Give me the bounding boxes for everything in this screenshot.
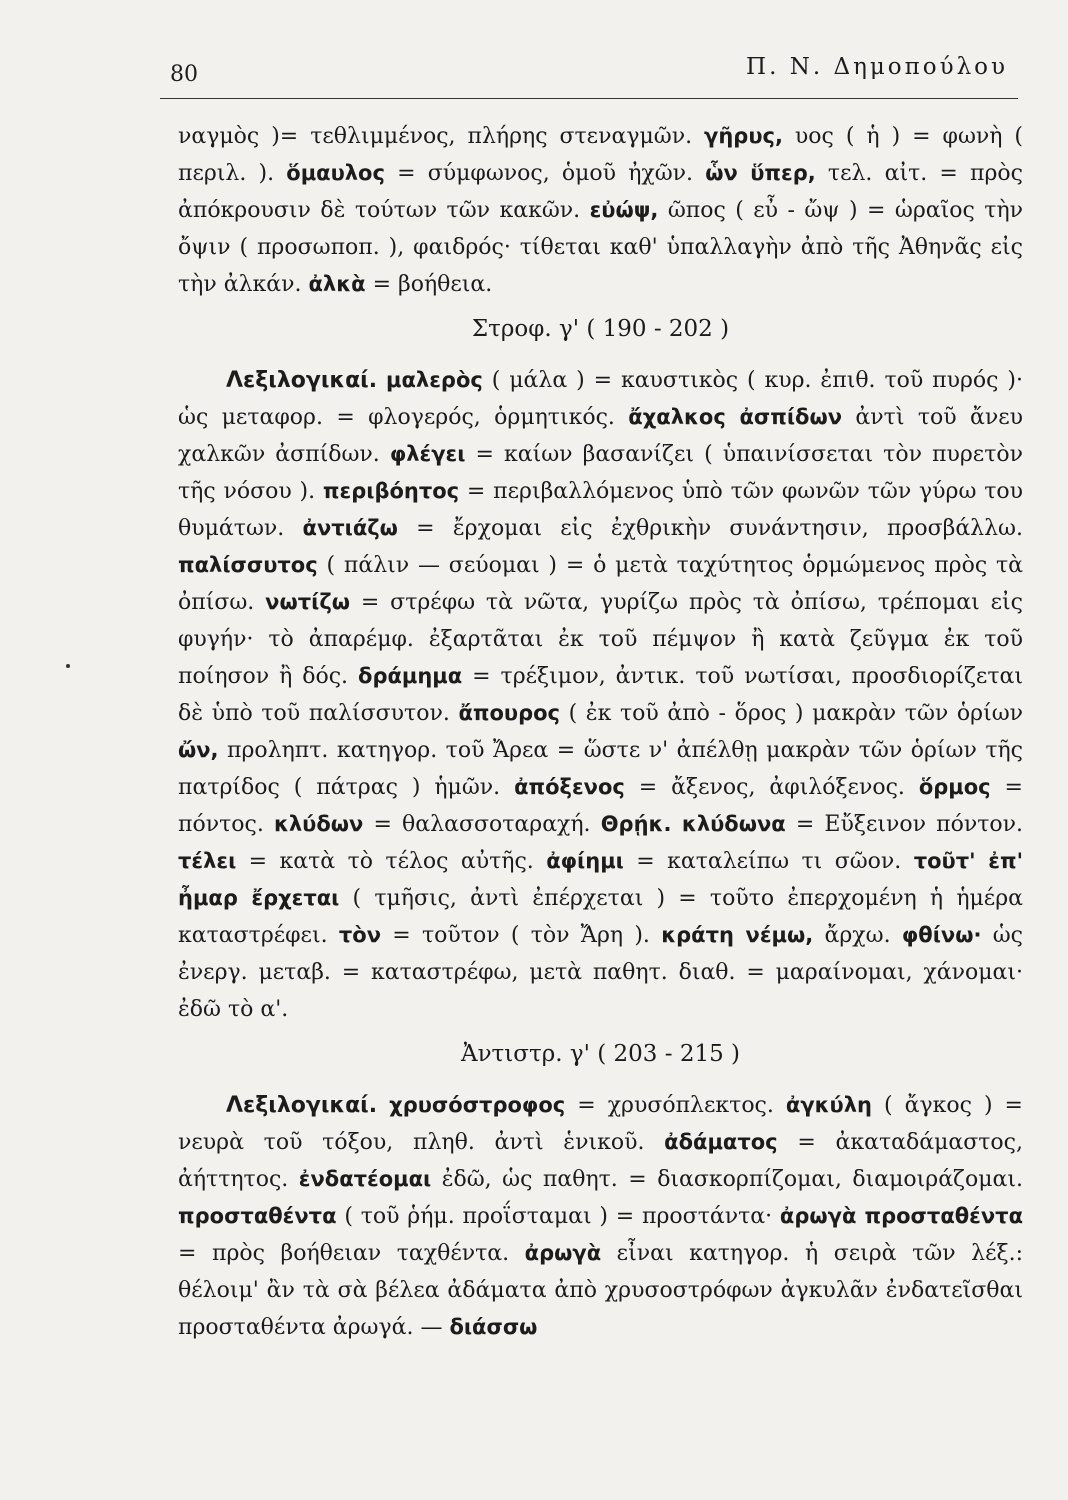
lemma-term: Θρῄκ. κλύδωνα — [600, 812, 786, 836]
lemma-term: ὅρμος — [918, 775, 991, 799]
gloss-text: ῶπος ( εὖ - ὤψ ) = ὡραῖος τὴν ὄψιν ( προσωποπ. ), φαιδρός· τίθεται καθ' ὑπαλλαγὴν ἀπὸ τῆς Ἀθηνᾶς εἰς τὴν ἀλκάν. — [178, 198, 1023, 297]
lemma-term: περιβόητος — [322, 479, 460, 503]
gloss-text: = σύμφωνος, ὁμοῦ ἠχῶν. — [384, 161, 706, 186]
gloss-text: προληπτ. κατηγορ. τοῦ Ἄρεα = ὥστε ν' ἀπέλθῃ μακρὰν τῶν ὁρίων τῆς πατρίδος ( πάτρας ) ἡμῶν. — [178, 738, 1023, 800]
gloss-text: = ἔρχομαι εἰς ἐχθρικὴν συνάντησιν, προσβάλλω. — [397, 516, 1023, 541]
lemma-term: δράμημα — [358, 664, 463, 688]
gloss-text: = περιβαλλόμενος ὑπὸ τῶν φωνῶν τῶν γύρω του θυμάτων. — [178, 479, 1024, 541]
lemma-term: ἐνδατέομαι — [298, 1167, 432, 1191]
paragraph — [178, 1087, 1023, 1346]
gloss-text: = καίων βασανίζει ( ὑπαινίσσεται τὸν πυρετὸν τῆς νόσου ). — [178, 442, 1023, 504]
lemma-term: ἀφίημι — [546, 849, 624, 873]
gloss-text: ἐδῶ, ὡς παθητ. = διασκορπίζομαι, διαμοιράζομαι. — [431, 1167, 1023, 1192]
gloss-text: = τρέξιμον, ἀντικ. τοῦ νωτίσαι, προσδιορίζεται δὲ ὑπὸ τοῦ παλίσσυτον. — [178, 664, 1023, 726]
lemma-term: ἀντιάζω — [302, 516, 398, 540]
lemma-term: προσταθέντα — [178, 1204, 337, 1228]
gloss-text — [377, 368, 386, 393]
gloss-text: = πρὸς βοήθειαν ταχθέντα. — [178, 1241, 525, 1266]
lemma-term: ἀρωγὰ προσταθέντα — [779, 1204, 1023, 1228]
gloss-text: = ἄξενος, ἀφιλόξενος. — [624, 775, 919, 800]
gloss-text: = ἀκαταδάμαστος, ἀήττητος. — [178, 1130, 1023, 1192]
gloss-text: = πόντος. — [178, 775, 1023, 837]
gloss-text: ( ἄγκος ) = νευρὰ τοῦ τόξου, πληθ. ἀντὶ ἑνικοῦ. — [178, 1093, 1023, 1155]
section-heading: Ἀντιστρ. γ' ( 203 - 215 ) — [460, 1041, 741, 1067]
page-number: 80 — [170, 62, 198, 87]
gloss-text: ναγμὸς )= τεθλιμμένος, πλήρης στεναγμῶν. — [178, 124, 705, 149]
lemma-term: ἀδάματος — [664, 1130, 778, 1154]
lemma-term: ὤν, — [178, 738, 219, 762]
lemma-term: ἀγκύλη — [785, 1093, 872, 1117]
lemma-term: νωτίζω — [265, 590, 350, 614]
page-header — [160, 40, 1018, 99]
margin-dot — [66, 664, 70, 668]
commentary-text — [178, 118, 1023, 1346]
lemma-term: τὸν — [338, 923, 381, 947]
gloss-text: = χρυσόπλεκτος. — [565, 1093, 786, 1118]
lemma-term: διάσσω — [449, 1315, 538, 1339]
lemma-term: φλέγει — [389, 442, 466, 466]
gloss-text: ( τοῦ ῥήμ. προΐσταμαι ) = προστάντα· — [336, 1204, 780, 1229]
lemma-term: ἄχαλκος ἀσπίδων — [628, 405, 843, 429]
gloss-text — [377, 1093, 389, 1118]
lemma-term: ἀλκὰ — [308, 272, 366, 296]
lemma-term: γῆρυς, — [704, 124, 783, 148]
lemma-term: κράτη νέμω, — [661, 923, 814, 947]
gloss-text: υος ( ἡ ) = φωνὴ ( περιλ. ). — [178, 124, 1023, 186]
lemma-term: τέλει — [178, 849, 237, 873]
lemma-term: τοῦτ' ἐπ' ἦμαρ ἔρχεται — [178, 849, 1024, 910]
paragraph — [178, 118, 1023, 303]
running-title: Π. Ν. Δημοπούλου — [746, 54, 1008, 80]
paragraph-lead-label: Λεξιλογικαί. — [226, 368, 378, 393]
lemma-term: ἀρωγὰ — [524, 1241, 602, 1265]
section-heading: Στροφ. γ' ( 190 - 202 ) — [471, 316, 730, 342]
lemma-term: κλύδων — [273, 812, 364, 836]
gloss-text: ( μάλα ) = καυστικὸς ( κυρ. ἐπιθ. τοῦ πυρός )· ὡς μεταφορ. = φλογερός, ὁρμητικός. — [178, 368, 1023, 430]
lemma-term: μαλερὸς — [386, 368, 483, 392]
lemma-term: ἄπουρος — [458, 701, 560, 725]
gloss-text: = καταλείπω τι σῶον. — [623, 849, 914, 874]
gloss-text: ( τμῆσις, ἀντὶ ἐπέρχεται ) = τοῦτο ἐπερχομένη ἡ ἡμέρα καταστρέφει. — [178, 886, 1023, 948]
gloss-text: ὡς ἐνεργ. μεταβ. = καταστρέφω, μετὰ παθητ. διαθ. = μαραίνομαι, χάνομαι· ἐδῶ τὸ α'. — [178, 923, 1023, 1022]
gloss-text: ἄρχω. — [813, 923, 902, 948]
gloss-text: ( πάλιν — σεύομαι ) = ὁ μετὰ ταχύτητος ὁρμώμενος πρὸς τὰ ὀπίσω. — [178, 553, 1023, 615]
lemma-term: εὐώψ, — [589, 198, 659, 222]
gloss-text: = τοῦτον ( τὸν Ἄρη ). — [381, 923, 662, 948]
gloss-text: ἀντὶ τοῦ ἄνευ χαλκῶν ἀσπίδων. — [178, 405, 1024, 467]
lemma-term: ἀπόξενος — [514, 775, 625, 799]
lemma-term: φθίνω· — [901, 923, 982, 947]
gloss-text: = βοήθεια. — [365, 272, 493, 297]
lemma-term: παλίσσυτος — [178, 553, 318, 577]
gloss-text: = κατὰ τὸ τέλος αὐτῆς. — [236, 849, 547, 874]
lemma-term: ὧν ὕπερ, — [705, 161, 816, 185]
lemma-term: χρυσόστροφος — [389, 1093, 566, 1117]
gloss-text: εἶναι κατηγορ. ἡ σειρὰ τῶν λέξ.: θέλοιμ' ἂν τὰ σὰ βέλεα ἀδάματα ἀπὸ χρυσοστρόφων ἀγκυλᾶν ἐνδατεῖσθαι προσταθέντα ἀρωγά. — — [178, 1241, 1023, 1340]
paragraph — [178, 362, 1023, 1028]
gloss-text: ( ἐκ τοῦ ἀπὸ - ὅρος ) μακρὰν τῶν ὁρίων — [560, 701, 1024, 726]
paragraph-lead-label: Λεξιλογικαί. — [226, 1093, 378, 1118]
gloss-text: = Εὔξεινον πόντον. — [785, 812, 1023, 837]
gloss-text: = θαλασσοταραχή. — [363, 812, 601, 837]
gloss-text: τελ. αἰτ. = πρὸς ἀπόκρουσιν δὲ τούτων τῶν κακῶν. — [178, 161, 1023, 223]
gloss-text: = στρέφω τὰ νῶτα, γυρίζω πρὸς τὰ ὀπίσω, τρέπομαι εἰς φυγήν· τὸ ἀπαρέμφ. ἐξαρτᾶται ἐκ τοῦ πέμψον ἢ κατὰ ζεῦγμα ἐκ τοῦ ποίησον ἢ δός. — [178, 590, 1023, 689]
lemma-term: ὅμαυλος — [286, 161, 385, 185]
